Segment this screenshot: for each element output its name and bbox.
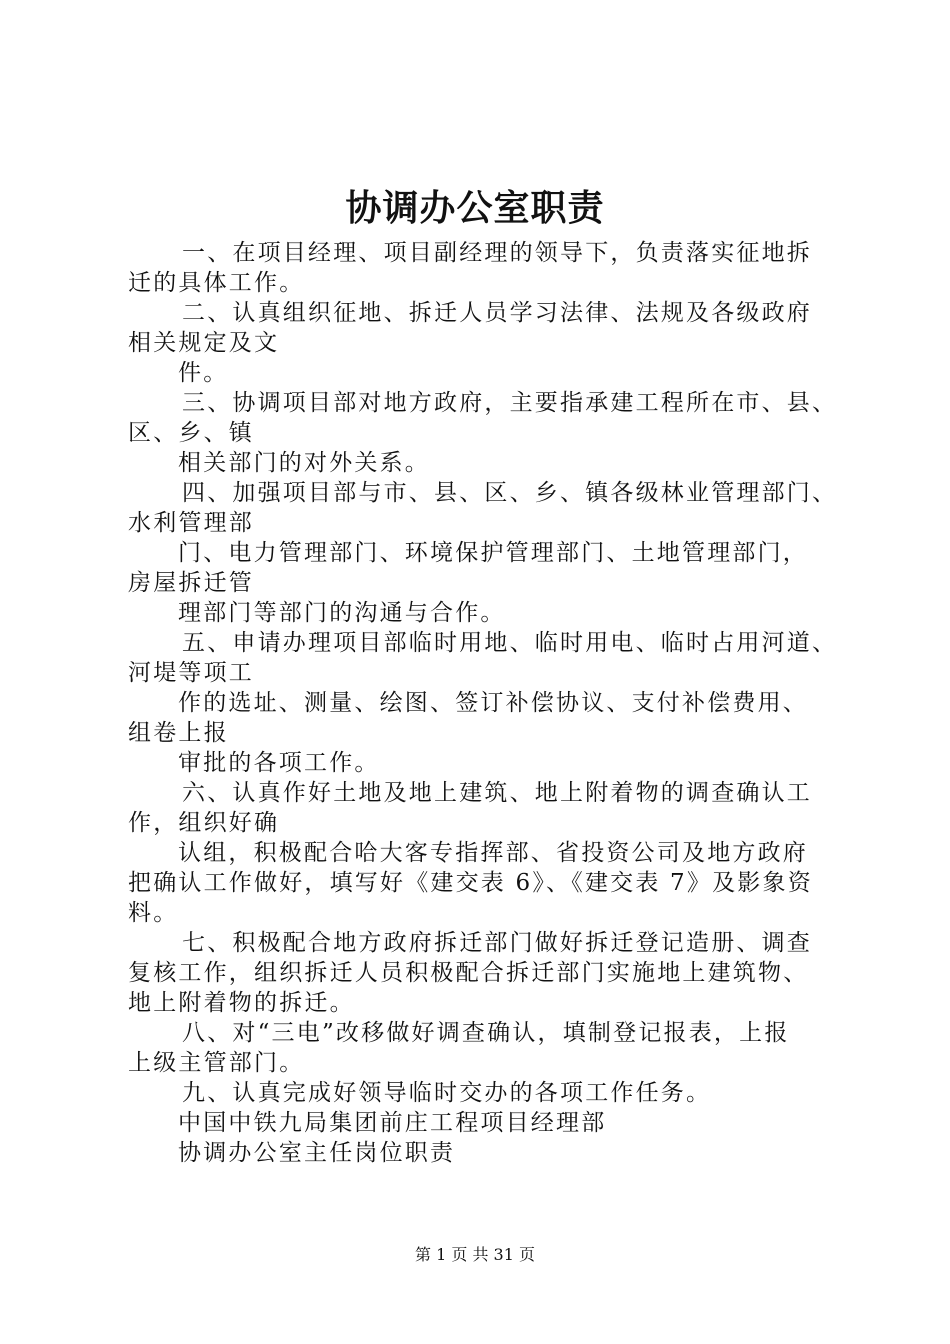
- text-line: 迁的具体工作。: [128, 270, 305, 296]
- text-line: 中国中铁九局集团前庄工程项目经理部: [178, 1110, 607, 1136]
- text-line: 五、申请办理项目部临时用地、临时用电、临时占用河道、: [182, 630, 838, 656]
- text-line: 理部门等部门的沟通与合作。: [178, 600, 506, 626]
- text-line: 认组，积极配合哈大客专指挥部、省投资公司及地方政府: [178, 840, 808, 866]
- text-line: 门、电力管理部门、环境保护管理部门、土地管理部门，: [178, 540, 808, 566]
- text-line: 作的选址、测量、绘图、签订补偿协议、支付补偿费用、: [178, 690, 808, 716]
- text-line: 料。: [128, 900, 179, 926]
- text-line: 件。: [178, 360, 229, 386]
- text-line: 复核工作，组织拆迁人员积极配合拆迁部门实施地上建筑物、: [128, 960, 809, 986]
- text-line: 地上附着物的拆迁。: [128, 990, 355, 1016]
- text-line: 协调办公室主任岗位职责: [178, 1140, 456, 1166]
- text-line: 把确认工作做好，填写好《建交表 6》、《建交表 7》及影象资: [128, 870, 813, 896]
- text-line: 水利管理部: [128, 510, 254, 536]
- text-line: 相关规定及文: [128, 330, 280, 356]
- text-line: 组卷上报: [128, 720, 229, 746]
- text-line: 上级主管部门。: [128, 1050, 305, 1076]
- text-line: 三、协调项目部对地方政府，主要指承建工程所在市、县、: [182, 390, 838, 416]
- document-title: 协调办公室职责: [345, 187, 605, 229]
- page-footer: 第 1 页 共 31 页: [415, 1245, 535, 1264]
- text-line: 二、认真组织征地、拆迁人员学习法律、法规及各级政府: [182, 300, 812, 326]
- text-line: 八、对“三电”改移做好调查确认，填制登记报表，上报: [182, 1020, 790, 1046]
- text-line: 九、认真完成好领导临时交办的各项工作任务。: [182, 1080, 712, 1106]
- text-line: 审批的各项工作。: [178, 750, 380, 776]
- text-line: 作，组织好确: [128, 810, 280, 836]
- text-line: 区、乡、镇: [128, 420, 254, 446]
- text-line: 一、在项目经理、项目副经理的领导下，负责落实征地拆: [182, 240, 812, 266]
- text-line: 六、认真作好土地及地上建筑、地上附着物的调查确认工: [182, 780, 812, 806]
- text-line: 七、积极配合地方政府拆迁部门做好拆迁登记造册、调查: [182, 930, 812, 956]
- document-body: [128, 238, 838, 1168]
- text-line: 房屋拆迁管: [128, 570, 254, 596]
- text-line: 河堤等项工: [128, 660, 254, 686]
- text-line: 四、加强项目部与市、县、区、乡、镇各级林业管理部门、: [182, 480, 838, 506]
- text-line: 相关部门的对外关系。: [178, 450, 430, 476]
